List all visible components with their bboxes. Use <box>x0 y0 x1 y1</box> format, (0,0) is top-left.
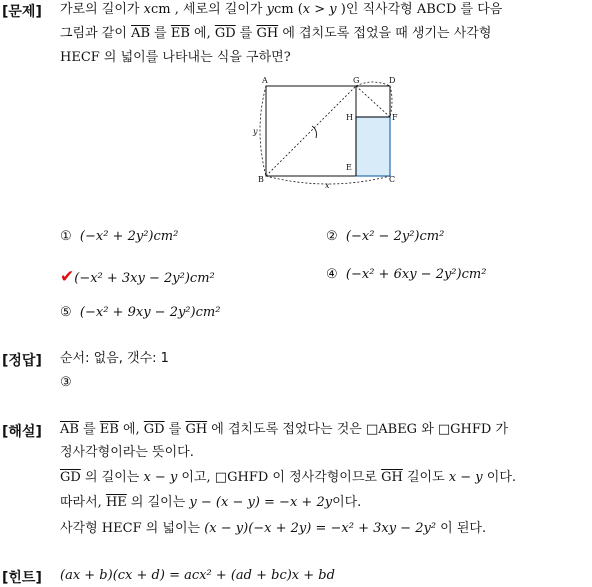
explanation-tag: [해설] <box>2 424 42 440</box>
problem-line-1: 가로의 길이가 xcm , 세로의 길이가 ycm (x > y )인 직사각형 ABCD 를 다음 <box>60 2 503 17</box>
problem-line-2: 그림과 같이 $\overline{AB}$ 를 $\overline{EB}$ 에, $\overline{GD}$ 를 $\overline{GH}$ 에 겹치도록 접었을 때 생기는 사각형 <box>60 26 492 41</box>
label-b: B <box>258 175 264 184</box>
fold-diagonal-gf <box>356 86 390 117</box>
explanation-line-4: 따라서, $\overline{HE}$ 의 길이는 y − (x − y) = −x + 2y이다. <box>60 495 362 510</box>
choice-5[interactable]: ⑤ (−x² + 9xy − 2y²)cm² <box>60 305 221 320</box>
fold-arc-left <box>260 86 266 176</box>
hint-tag: [힌트] <box>2 570 42 586</box>
explanation-line-1: $\overline{AB}$ 를 $\overline{EB}$ 에, $\overline{GD}$ 를 $\overline{GH}$ 에 겹치도록 접었다는 것은 □ABEG 와 □GHFD 가 <box>60 422 509 437</box>
label-c: C <box>389 175 396 184</box>
explanation-line-5: 사각형 HECF 의 넓이는 (x − y)(−x + 2y) = −x² + 3xy − 2y² 이 된다. <box>60 521 487 536</box>
problem-line-3: HECF 의 넓이를 나타내는 식을 구하면? <box>60 50 291 65</box>
rectangle-fold-figure <box>248 70 408 192</box>
label-h: H <box>346 113 353 122</box>
choice-1[interactable]: ① (−x² + 2y²)cm² <box>60 229 179 244</box>
shaded-region-hecf <box>356 117 390 176</box>
label-g: G <box>353 76 360 85</box>
label-x: x <box>325 181 330 190</box>
label-e: E <box>346 163 352 172</box>
problem-tag: [문제] <box>2 4 42 20</box>
choice-2[interactable]: ② (−x² − 2y²)cm² <box>326 229 445 244</box>
fold-diagonal-bg <box>266 86 356 176</box>
fold-arrow <box>312 126 317 138</box>
selected-check-icon: ✔ <box>60 267 75 287</box>
choice-3[interactable]: ✔(−x² + 3xy − 2y²)cm² <box>60 267 215 287</box>
explanation-line-2: 정사각형이라는 뜻이다. <box>60 445 194 460</box>
answer-tag: [정답] <box>2 353 42 369</box>
answer-meta: 순서: 없음, 갯수: 1 <box>60 351 169 366</box>
fold-arc-top <box>356 82 390 86</box>
label-f: F <box>392 113 398 122</box>
label-d: D <box>389 76 396 85</box>
choice-4[interactable]: ④ (−x² + 6xy − 2y²)cm² <box>326 267 487 282</box>
label-y: y <box>253 127 258 136</box>
label-a: A <box>262 76 268 85</box>
answer-value: ③ <box>60 375 72 390</box>
explanation-line-3: $\overline{GD}$ 의 길이는 x − y 이고, □GHFD 이 정사각형이므로 $\overline{GH}$ 길이도 x − y 이다. <box>60 470 517 485</box>
hint-formula: (ax + b)(cx + d) = acx² + (ad + bc)x + bd <box>60 568 335 583</box>
